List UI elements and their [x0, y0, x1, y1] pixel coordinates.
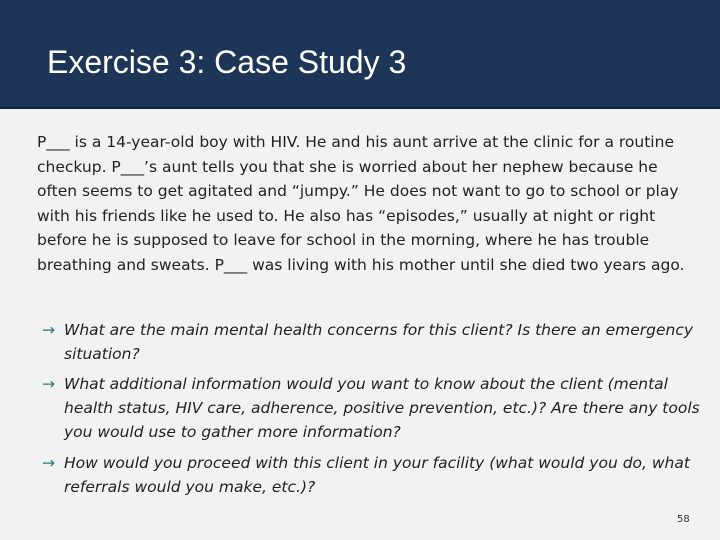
arrow-right-icon: → [42, 375, 55, 393]
title-bar [0, 0, 720, 109]
arrow-right-icon: → [42, 454, 55, 472]
question-item [42, 451, 714, 499]
page-number: 58 [677, 514, 690, 525]
question-text: What additional information would you want to know about the client (mental health status, HIV care, adherence, positive prevention, etc.)? Are there any tools you would use to gather more information? [64, 375, 700, 441]
question-item [42, 318, 714, 366]
arrow-right-icon: → [42, 321, 55, 339]
question-text: How would you proceed with this client in your facility (what would you do, what referrals would you make, etc.)? [64, 454, 690, 496]
question-item [42, 372, 714, 444]
slide-title: Exercise 3: Case Study 3 [47, 44, 407, 80]
case-description: P___ is a 14-year-old boy with HIV. He and his aunt arrive at the clinic for a routine checkup. P___’s aunt tells you that she is worried about her nephew because he often seems to get agitated and “jumpy.” He does not want to go to school or play with his friends like he used to. He also has “episodes,” usually at night or right before he is supposed to leave for school in the morning, where he has trouble breathing and sweats. P___ was living with his mother until she died two years ago. [37, 133, 685, 274]
question-text: What are the main mental health concerns for this client? Is there an emergency situation? [64, 321, 694, 363]
